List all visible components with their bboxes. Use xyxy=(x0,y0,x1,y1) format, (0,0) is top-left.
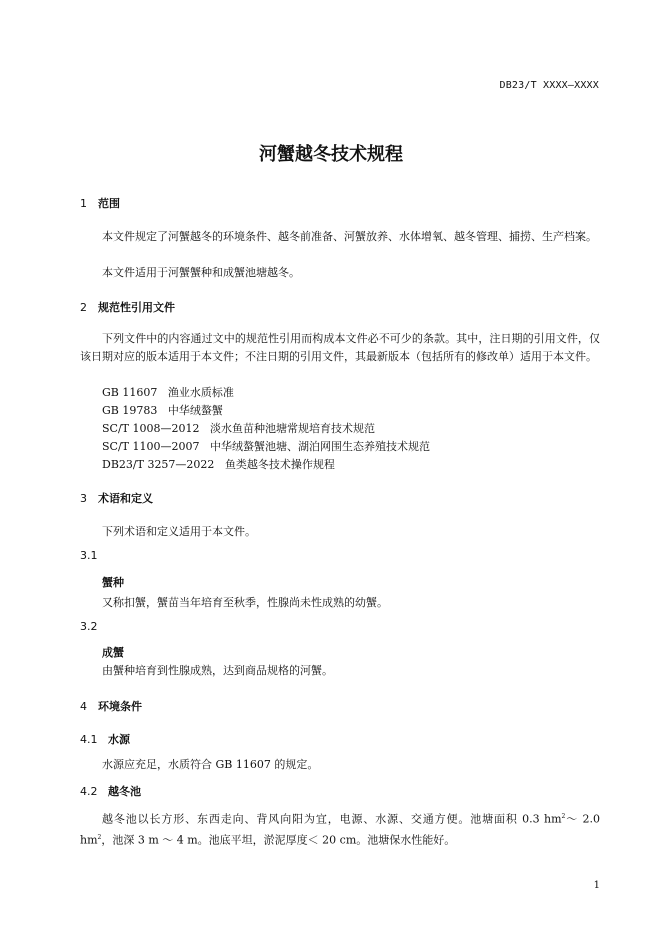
reference-item: GB 11607 渔业水质标准 xyxy=(102,386,234,399)
reference-item: SC/T 1008—2012 淡水鱼苗种池塘常规培育技术规范 xyxy=(102,422,375,435)
term-number: 3.2 xyxy=(80,620,98,633)
section-1-para-1: 本文件规定了河蟹越冬的环境条件、越冬前准备、河蟹放养、水体增氧、越冬管理、捕捞、生产档案。 xyxy=(102,230,597,243)
reference-item: DB23/T 3257—2022 鱼类越冬技术操作规程 xyxy=(102,458,335,471)
reference-item: GB 19783 中华绒螯蟹 xyxy=(102,404,223,417)
term-number: 3.1 xyxy=(80,549,98,562)
section-3-heading: 3 术语和定义 xyxy=(80,492,153,505)
section-2-para-1: 下列文件中的内容通过文中的规范性引用而构成本文件必不可少的条款。其中，注日期的引用文件，仅该日期对应的版本适用于本文件；不注日期的引用文件，其最新版本（包括所有的修改单）适用于本文件。 xyxy=(80,332,600,363)
clause-4-2-text: 越冬池以长方形、东西走向、背风向阳为宜，电源、水源、交通方便。池塘面积 0.3 $hm^2\sim$ 2.0 $hm^2$，池深 3 m ～ 4 m。池底平坦，淤泥厚度＜ 20 cm。池塘保水性能好。 xyxy=(80,812,601,847)
section-4-heading: 4 环境条件 xyxy=(80,700,142,713)
section-1-para-2: 本文件适用于河蟹蟹种和成蟹池塘越冬。 xyxy=(102,266,300,279)
section-2-heading: 2 规范性引用文件 xyxy=(80,301,175,314)
clause-4-1-text: 水源应充足，水质符合 GB 11607 的规定。 xyxy=(102,758,319,771)
reference-item: SC/T 1100—2007 中华绒螯蟹池塘、湖泊网围生态养殖技术规范 xyxy=(102,440,430,453)
document-code: DB23/T XXXX—XXXX xyxy=(499,80,599,91)
term-definition: 由蟹种培育到性腺成熟，达到商品规格的河蟹。 xyxy=(102,664,333,677)
page-number: 1 xyxy=(593,880,600,891)
clause-4-2-heading: 4.2 越冬池 xyxy=(80,785,141,798)
clause-4-1-heading: 4.1 水源 xyxy=(80,733,130,746)
section-3-para-1: 下列术语和定义适用于本文件。 xyxy=(102,525,256,538)
term-name: 蟹种 xyxy=(102,576,124,589)
section-1-heading: 1 范围 xyxy=(80,197,120,210)
term-definition: 又称扣蟹，蟹苗当年培育至秋季，性腺尚未性成熟的幼蟹。 xyxy=(102,596,388,609)
document-title: 河蟹越冬技术规程 xyxy=(259,144,403,165)
term-name: 成蟹 xyxy=(102,646,124,659)
